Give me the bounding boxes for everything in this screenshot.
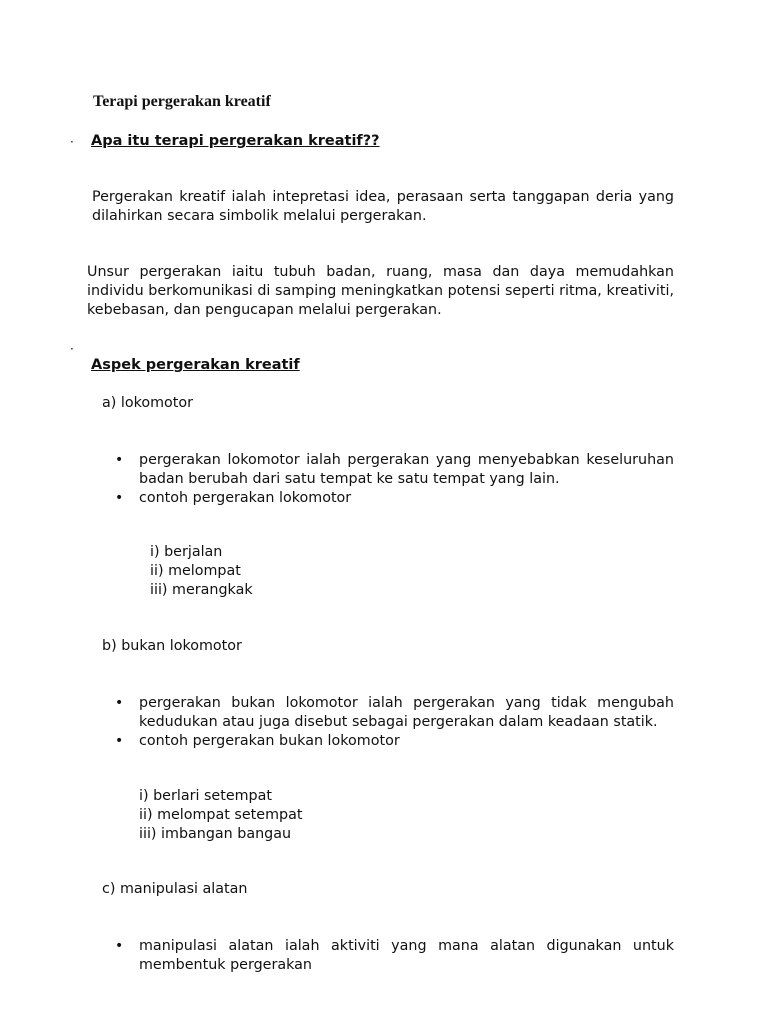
section-dot-marker: · [70, 342, 74, 356]
list-item [115, 937, 674, 975]
bullet-marker: • [115, 695, 124, 711]
example-item: ii) melompat setempat [139, 807, 303, 823]
bullet-marker: • [115, 733, 124, 749]
list-item [115, 451, 674, 489]
list-item [115, 489, 674, 508]
bullet-marker: • [115, 452, 124, 468]
subsection-label-bukan-lokomotor: b) bukan lokomotor [102, 638, 242, 654]
bullet-marker: • [115, 490, 124, 506]
example-item: i) berjalan [150, 544, 223, 560]
list-item-text: contoh pergerakan bukan lokomotor [139, 733, 400, 749]
section-heading-aspects: Aspek pergerakan kreatif [91, 357, 300, 373]
bullet-marker: • [115, 938, 124, 954]
example-item: iii) merangkak [150, 582, 253, 598]
example-item: i) berlari setempat [139, 788, 272, 804]
example-item: iii) imbangan bangau [139, 826, 292, 842]
example-list-lokomotor [150, 543, 253, 600]
list-item [115, 694, 674, 732]
document-title: Terapi pergerakan kreatif [93, 93, 271, 110]
section-heading-what-is: Apa itu terapi pergerakan kreatif?? [91, 133, 380, 149]
section-dot-marker: · [70, 135, 74, 149]
example-list-bukan-lokomotor [139, 787, 302, 844]
list-item-text: pergerakan bukan lokomotor ialah pergerakan yang tidak mengubah kedudukan atau juga disebut sebagai pergerakan dalam keadaan statik. [139, 695, 674, 730]
bullet-list-bukan-lokomotor [115, 694, 674, 751]
subsection-label-manipulasi-alatan: c) manipulasi alatan [102, 881, 248, 897]
bullet-list-lokomotor [115, 451, 674, 508]
list-item-text: pergerakan lokomotor ialah pergerakan yang menyebabkan keseluruhan badan berubah dari satu tempat ke satu tempat yang lain. [139, 452, 674, 487]
example-item: ii) melompat [150, 563, 241, 579]
list-item-text: contoh pergerakan lokomotor [139, 490, 352, 506]
paragraph-elements: Unsur pergerakan iaitu tubuh badan, ruang, masa dan daya memudahkan individu berkomunikasi di samping meningkatkan potensi seperti ritma, kreativiti, kebebasan, dan pengucapan melalui pergerakan. [87, 264, 674, 318]
bullet-list-manipulasi-alatan [115, 937, 674, 975]
paragraph-definition: Pergerakan kreatif ialah intepretasi idea, perasaan serta tanggapan deria yang dilahirkan secara simbolik melalui pergerakan. [92, 189, 674, 224]
subsection-label-lokomotor: a) lokomotor [102, 395, 194, 411]
list-item-text: manipulasi alatan ialah aktiviti yang mana alatan digunakan untuk membentuk pergerakan [139, 938, 674, 973]
list-item [115, 732, 674, 751]
